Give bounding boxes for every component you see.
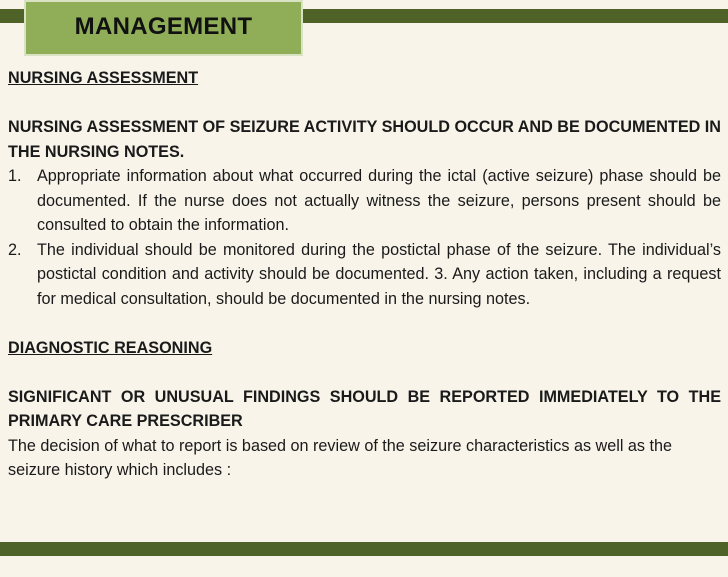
list-item [8,238,721,312]
spacer [8,311,721,336]
nursing-assessment-statement: NURSING ASSESSMENT OF SEIZURE ACTIVITY SHOULD OCCUR AND BE DOCUMENTED IN THE NURSING NOTES. [8,118,721,161]
list-item-number: 1. [8,167,22,185]
slide-content [8,66,721,483]
list-item-text: Appropriate information about what occurred during the ictal (active seizure) phase should be documented. If the nurse does not actually witness the seizure, persons present should be consulted to obtain the information. [37,167,721,234]
spacer [8,360,721,385]
title-tab [24,0,303,56]
diagnostic-reasoning-body: The decision of what to report is based on review of the seizure characteristics as well as the seizure history which includes : [8,436,673,479]
diagnostic-reasoning-heading: DIAGNOSTIC REASONING [8,338,213,357]
nursing-assessment-heading: NURSING ASSESSMENT [8,69,199,87]
bottom-accent-bar [0,542,728,556]
slide-title: MANAGEMENT [74,13,253,40]
list-item-text: The individual should be monitored during the postictal phase of the seizure. The individual’s postictal condition and activity should be documented. 3. Any action taken, including a request for medical consultation, should be documented in the nursing notes. [37,240,721,308]
list-item [8,164,721,238]
spacer [8,91,721,116]
diagnostic-reasoning-statement: SIGNIFICANT OR UNUSUAL FINDINGS SHOULD BE REPORTED IMMEDIATELY TO THE PRIMARY CARE PRESCRIBER [8,387,721,430]
nursing-assessment-list [8,164,721,311]
list-item-number: 2. [8,240,22,259]
